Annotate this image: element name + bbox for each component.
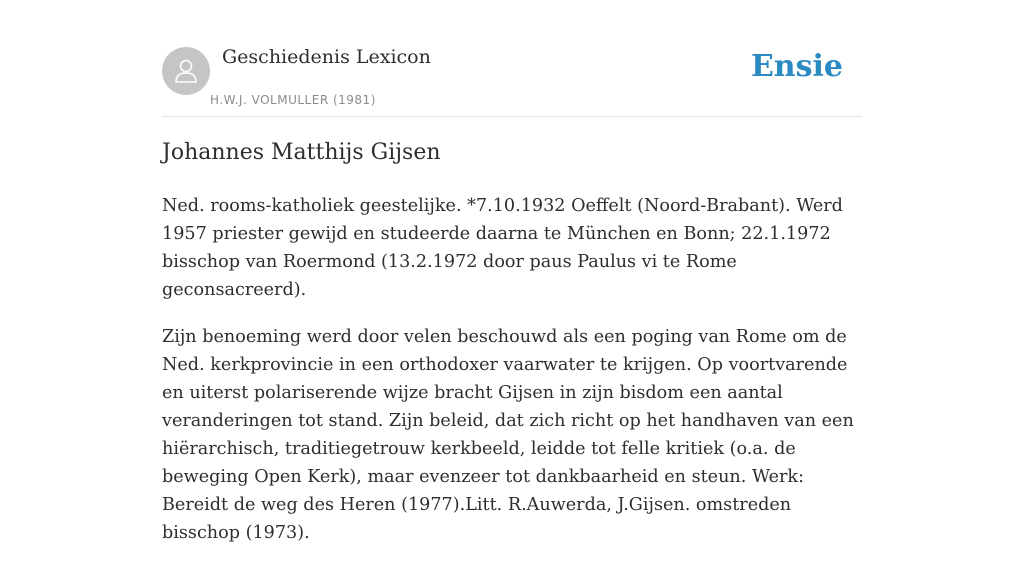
article-paragraph: Ned. rooms-katholiek geestelijke. *7.10.1932 Oeffelt (Noord-Brabant). Werd 1957 priester gewijd en studeerde daarna te München en Bonn; 22.1.1972 bisschop van Roermond (13.2.1972 door paus Paulus vi te Rome geconsacreerd). <box>162 196 843 300</box>
author-avatar[interactable] <box>162 47 210 95</box>
source-header <box>162 40 862 117</box>
article-paragraph: Zijn benoeming werd door velen beschouwd als een poging van Rome om de Ned. kerkprovincie in een orthodoxer vaarwater te krijgen. Op voortvarende en uiterst polariserende wijze bracht Gijsen in zijn bisdom een aantal veranderingen tot stand. Zijn beleid, dat zich richt op het handhaven van een hiërarchisch, traditiegetrouw kerkbeeld, leidde tot felle kritiek (o.a. de beweging Open Kerk), maar evenzeer tot dankbaarheid en steun. Werk: Bereidt de weg des Heren (1977).Litt. R.Auwerda, J.Gijsen. omstreden bisschop (1973). <box>162 327 854 543</box>
source-title[interactable]: Geschiedenis Lexicon <box>222 46 431 68</box>
article-title: Johannes Matthijs Gijsen <box>162 140 441 165</box>
article-body <box>162 192 864 566</box>
ensie-logo[interactable]: Ensie <box>750 49 843 84</box>
source-author[interactable]: H.W.J. VOLMULLER (1981) <box>210 93 376 107</box>
user-icon <box>171 56 201 86</box>
